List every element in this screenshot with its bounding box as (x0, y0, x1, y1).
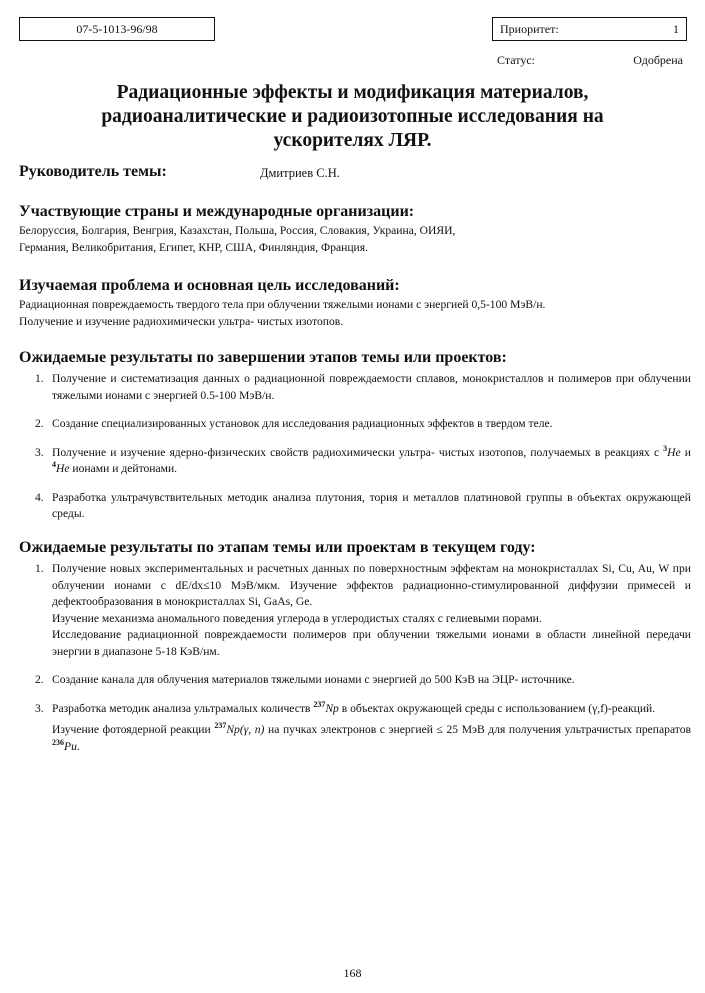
item-number: 3. (35, 701, 44, 715)
item-paragraph: Изучение механизма аномального поведения углерода в углеродистых сталях с гелиевыми порами. (52, 611, 542, 625)
countries-heading: Участвующие страны и международные организации: (19, 203, 415, 220)
priority-label: Приоритет: (500, 22, 559, 36)
item-text: ионами и дейтонами. (69, 462, 178, 475)
list-item (19, 416, 691, 433)
item-number: 2. (35, 417, 44, 430)
mass-number: 4 (52, 460, 56, 470)
item-text: Создание специализированных установок для исследования радиационных эффектов в твердом теле. (52, 417, 553, 430)
title-line: ускорителях ЛЯР. (273, 130, 432, 151)
item-paragraph: Получение новых экспериментальных и расчетных данных по поверхностным эффектам на монокристаллах Si, Cu, Au, W при облучении ионами с dE/dx≤10 МэВ/мкм. Изучение эффектов радиационно-стимулированной диффузии примесей и дефектообразования в монокристаллах Si, GaAs, Ge. (52, 562, 691, 608)
list-item (19, 490, 691, 523)
item-number: 4. (35, 490, 44, 504)
problem-line: Радиационная повреждаемость твердого тела при облучении тяжелыми ионами с энергией 0,5-100 МэВ/н. (19, 298, 546, 311)
page-number: 168 (343, 966, 362, 980)
list-item (19, 445, 691, 478)
countries-text (19, 222, 691, 256)
expected-current-list (19, 561, 691, 767)
item-text: на пучках электронов с энергией ≤ 25 МэВ для получения ультрачистых препаратов (264, 723, 691, 736)
status-label: Статус: (497, 53, 535, 67)
item-text: Получение и систематизация данных о радиационной повреждаемости сплавов, монокристаллов и полимеров при облучении тяжелыми ионами с энергией 0.5-100 МэВ/н. (52, 372, 691, 402)
item-paragraph (52, 722, 691, 755)
list-item (19, 701, 691, 756)
leader-label: Руководитель темы: (19, 163, 167, 180)
item-text: . (76, 739, 80, 753)
reaction-formula: Np(γ, n) (226, 723, 265, 736)
mass-number: 236 (52, 737, 64, 747)
leader-name: Дмитриев С.Н. (260, 166, 340, 180)
mass-number: 3 (663, 443, 668, 453)
priority-box (492, 17, 687, 41)
title-line: Радиационные эффекты и модификация материалов, (116, 82, 589, 103)
countries-line: Белоруссия, Болгария, Венгрия, Казахстан, Польша, Россия, Словакия, Украина, ОИЯИ, (19, 224, 456, 237)
expected-final-list (19, 371, 691, 535)
item-text: Изучение фотоядерной реакции (52, 723, 215, 736)
mass-number: 237 (313, 699, 326, 709)
topic-code-box (19, 17, 215, 41)
priority-value: 1 (673, 22, 679, 36)
status-line (497, 53, 683, 68)
title-line: радиоаналитические и радиоизотопные исследования на (101, 106, 604, 127)
mass-number: 237 (214, 721, 227, 731)
item-text: и (680, 445, 691, 459)
isotope-symbol: Np (325, 701, 339, 715)
status-value: Одобрена (633, 53, 683, 67)
isotope-symbol: He (667, 445, 681, 459)
item-text: в объектах окружающей среды с использованием (γ,f)-реакций. (338, 701, 656, 715)
countries-line: Германия, Великобритания, Египет, КНР, США, Финляндия, Франция. (19, 241, 368, 254)
item-text: Разработка методик анализа ультрамалых количеств (52, 701, 314, 715)
item-number: 2. (35, 673, 44, 686)
isotope-symbol: Pu (64, 739, 77, 753)
item-text: Получение и изучение ядерно-физических свойств радиохимически ультра- чистых изотопов, получаемых в реакциях с (52, 445, 664, 459)
topic-code: 07-5-1013-96/98 (76, 22, 158, 36)
item-number: 1. (35, 562, 44, 575)
item-paragraph (52, 701, 691, 718)
problem-heading: Изучаемая проблема и основная цель исследований: (19, 277, 400, 294)
item-paragraph: Исследование радиационной повреждаемости полимеров при облучении тяжелыми ионами в области линейной передачи энергии в диапазоне 5-18 КэВ/нм. (52, 628, 691, 658)
item-number: 3. (35, 445, 44, 459)
list-item (19, 561, 691, 660)
list-item (19, 672, 691, 689)
page-title (30, 81, 675, 153)
item-number: 1. (35, 372, 44, 385)
problem-line: Получение и изучение радиохимически ультра- чистых изотопов. (19, 315, 344, 328)
expected-final-heading: Ожидаемые результаты по завершении этапов темы или проектов: (19, 349, 507, 366)
expected-current-heading: Ожидаемые результаты по этапам темы или проектам в текущем году: (19, 539, 536, 556)
item-text: Разработка ультрачувствительных методик анализа плутония, тория и металлов платиновой группы в объектах окружающей среды. (52, 490, 691, 520)
problem-text (19, 296, 691, 330)
isotope-symbol: He (56, 462, 70, 475)
item-text: Создание канала для облучения материалов тяжелыми ионами с энергией до 500 КэВ на ЭЦР- источнике. (52, 673, 575, 686)
list-item (19, 371, 691, 404)
